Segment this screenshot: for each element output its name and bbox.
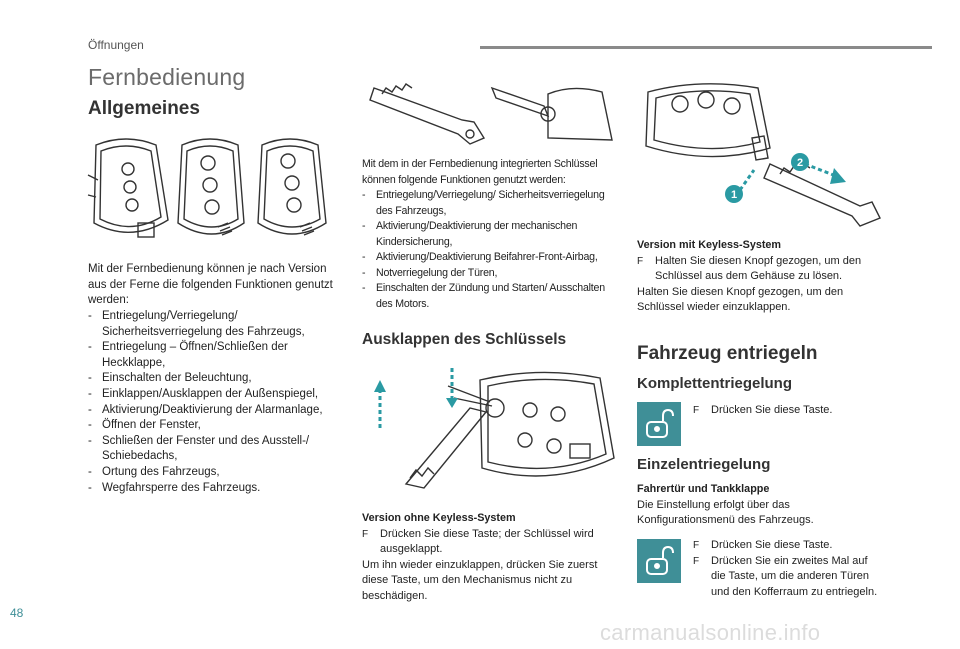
list-item: - Öffnen der Fenster, <box>88 418 350 434</box>
marker-1-label: 1 <box>730 189 738 201</box>
single-unlock-button-icon <box>637 539 681 583</box>
list-item: - Notverriegelung der Türen, <box>362 266 620 282</box>
arrow-icon <box>740 164 836 190</box>
unfold-heading: Ausklappen des Schlüssels <box>362 331 567 348</box>
single-unlock-list <box>693 538 883 600</box>
key-fob-icon <box>646 84 770 157</box>
list-item: - Schließen der Fenster und des Ausstell-/ Schiebedachs, <box>88 434 350 465</box>
key-fob-icon <box>258 139 326 234</box>
arrow-icon <box>380 368 452 428</box>
general-heading: Allgemeines <box>88 98 200 119</box>
single-unlock-heading: Einzelentriegelung <box>637 456 771 473</box>
unfold-block <box>362 511 624 604</box>
page-title: Fernbedienung <box>88 64 246 90</box>
single-unlock-subheading: Fahrertür und Tankklappe <box>637 483 770 495</box>
unlock-padlock-icon <box>637 402 681 446</box>
keyless-text: Halten Sie diesen Knopf gezogen, um den Schlüssel wieder einzuklappen. <box>637 285 844 313</box>
key-list <box>362 188 620 312</box>
unlock-padlock-icon <box>637 539 681 583</box>
list-item: - Aktivierung/Deaktivierung der Alarmanlage, <box>88 403 350 419</box>
marker-2-label: 2 <box>796 157 804 169</box>
keyless-subheading: Version mit Keyless-System <box>637 239 782 251</box>
keyless-block <box>637 238 887 316</box>
single-unlock-block <box>637 482 887 529</box>
keyless-bullet: F Halten Sie diesen Knopf gezogen, um den Schlüssel aus dem Gehäuse zu lösen. <box>637 254 887 285</box>
watermark: carmanualsonline.info <box>600 620 821 645</box>
single-unlock-bullet: F Drücken Sie ein zweites Mal auf die Taste, um die anderen Türen und den Kofferraum zu entriegeln. <box>693 554 883 601</box>
single-unlock-text: Die Einstellung erfolgt über das Konfigurationsmenü des Fahrzeugs. <box>637 498 814 526</box>
key-unfold-illustration <box>370 358 620 508</box>
header-bar <box>480 46 932 49</box>
single-unlock-bullet: F Drücken Sie diese Taste. <box>693 538 883 554</box>
list-item: - Einklappen/Ausklappen der Außenspiegel, <box>88 387 350 403</box>
complete-unlock-bullet: F Drücken Sie diese Taste. <box>693 403 893 419</box>
list-item: - Wegfahrsperre des Fahrzeugs. <box>88 481 350 497</box>
unfold-subheading: Version ohne Keyless-System <box>362 512 516 524</box>
unfold-bullet: F Drücken Sie diese Taste; der Schlüssel wird ausgeklappt. <box>362 527 624 558</box>
key-intro: Mit dem in der Fernbedienung integrierten Schlüssel können folgende Funktionen genutzt werden: <box>362 158 598 186</box>
complete-unlock-list <box>693 403 893 419</box>
key-fobs-illustration <box>86 135 356 255</box>
unlock-button-icon <box>637 402 681 446</box>
keyless-illustration <box>640 78 890 238</box>
general-list <box>88 309 350 496</box>
unlock-heading: Fahrzeug entriegeln <box>637 343 818 364</box>
key-blade-illustration <box>362 78 617 150</box>
key-fob-icon <box>178 139 244 234</box>
key-fob-icon <box>480 372 614 476</box>
unfold-text: Um ihn wieder einzuklappen, drücken Sie zuerst diese Taste, um den Mechanismus nicht zu beschädigen. <box>362 558 598 602</box>
page-number: 48 <box>10 606 24 620</box>
list-item: - Ortung des Fahrzeugs, <box>88 465 350 481</box>
list-item: - Entriegelung/Verriegelung/ Sicherheitsverriegelung des Fahrzeugs, <box>88 309 350 340</box>
list-item: - Entriegelung – Öffnen/Schließen der Heckklappe, <box>88 340 350 371</box>
section-label: Öffnungen <box>88 38 144 52</box>
list-item: - Aktivierung/Deaktivierung der mechanischen Kindersicherung, <box>362 219 620 250</box>
list-item: - Entriegelung/Verriegelung/ Sicherheitsverriegelung des Fahrzeugs, <box>362 188 620 219</box>
list-item: - Einschalten der Beleuchtung, <box>88 371 350 387</box>
general-intro: Mit der Fernbedienung können je nach Version aus der Ferne die folgenden Funktionen genutzt werden: <box>88 263 333 307</box>
complete-unlock-heading: Komplettentriegelung <box>637 375 793 392</box>
list-item: - Einschalten der Zündung und Starten/ Ausschalten des Motors. <box>362 281 620 312</box>
list-item: - Aktivierung/Deaktivierung Beifahrer-Front-Airbag, <box>362 250 620 266</box>
